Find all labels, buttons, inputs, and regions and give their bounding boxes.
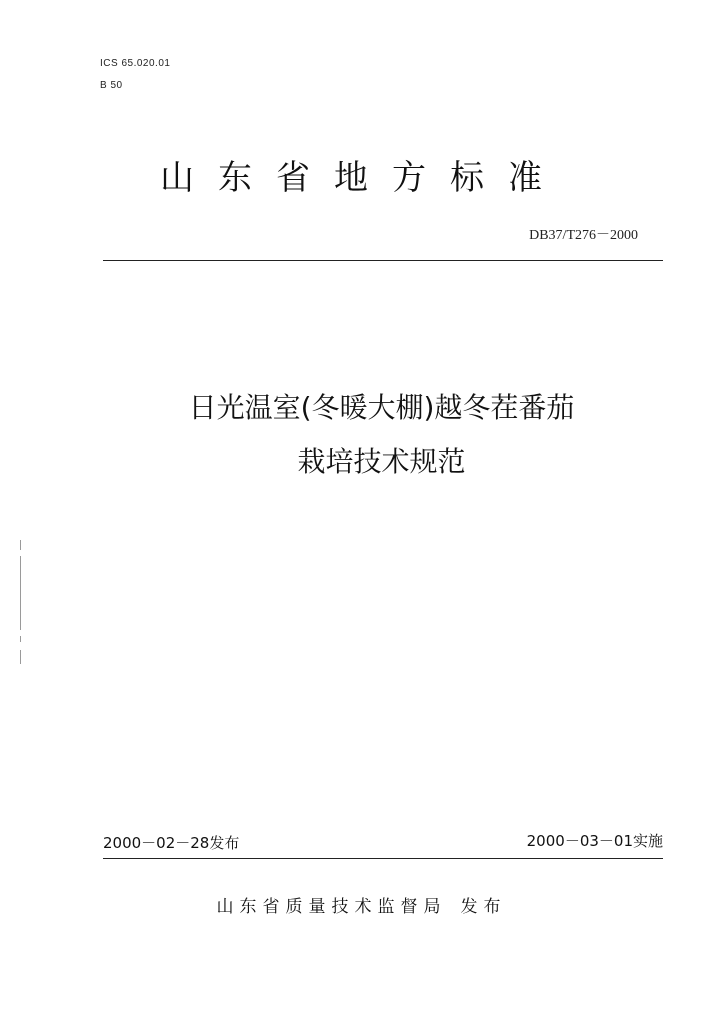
publisher-action: 发布 — [460, 897, 507, 917]
bottom-divider — [103, 858, 663, 859]
implementation-date: 2000－03－01实施 — [526, 832, 663, 850]
scan-edge-mark — [20, 556, 21, 630]
issue-date: 2000－02－28发布 — [103, 834, 240, 852]
ccs-code: B 50 — [100, 80, 123, 91]
document-title-line-1: 日光温室(冬暖大棚)越冬茬番茄 — [188, 391, 575, 424]
top-divider — [103, 260, 663, 261]
publisher-name: 山东省质量技术监督局 — [216, 897, 447, 917]
standard-type-title: 山东省地方标准 — [160, 158, 566, 198]
scan-edge-mark — [20, 650, 21, 664]
document-title-line-2: 栽培技术规范 — [297, 445, 466, 478]
ics-code: ICS 65.020.01 — [100, 58, 171, 69]
scan-edge-mark — [20, 540, 21, 550]
scan-edge-mark — [20, 636, 21, 642]
standard-number: DB37/T276－2000 — [529, 228, 638, 243]
publisher-line — [0, 892, 723, 917]
